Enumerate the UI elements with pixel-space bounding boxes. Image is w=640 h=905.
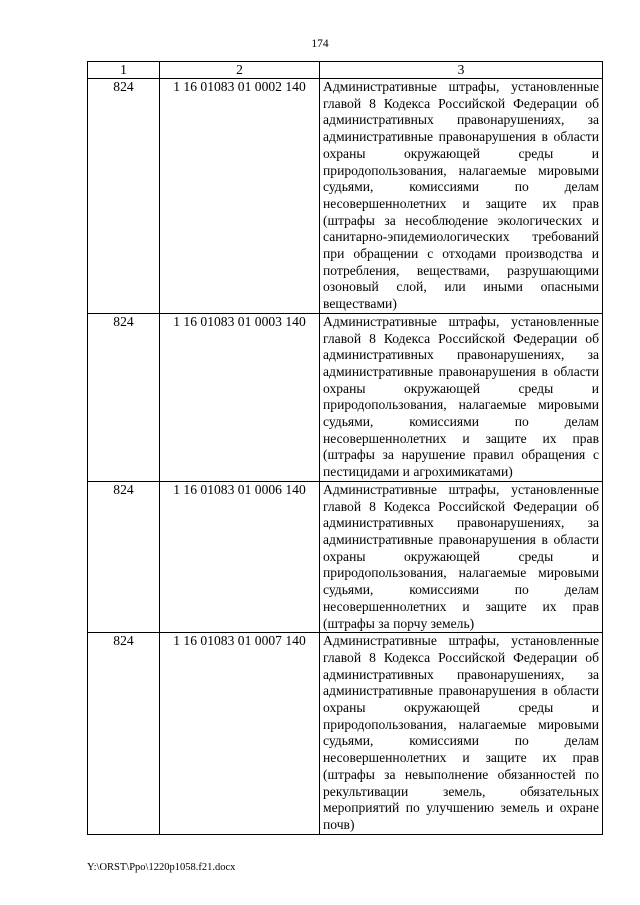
description-cell: Административные штрафы, установленные главой 8 Кодекса Российской Федерации об административных правонарушениях, за административные правонарушения в области охраны окружающей среды и природопользования, налагаемые мировыми судьями, комиссиями по делам несовершеннолетних и защите их прав (штрафы за нарушение правил обращения с пестицидами и агрохимикатами): [320, 313, 603, 481]
table-row: [88, 79, 603, 314]
table-row: [88, 313, 603, 481]
footer-file-path: Y:\ORST\Ppo\1220p1058.f21.docx: [87, 862, 236, 873]
header-col-1: 1: [88, 62, 160, 79]
header-col-2: 2: [160, 62, 320, 79]
description-cell: Административные штрафы, установленные главой 8 Кодекса Российской Федерации об административных правонарушениях, за административные правонарушения в области охраны окружающей среды и природопользования, налагаемые мировыми судьями, комиссиями по делам несовершеннолетних и защите их прав (штрафы за невыполнение обязанностей по рекультивации земель, обязательных мероприятий по улучшению земель и охране почв): [320, 633, 603, 834]
description-cell: Административные штрафы, установленные главой 8 Кодекса Российской Федерации об административных правонарушениях, за административные правонарушения в области охраны окружающей среды и природопользования, налагаемые мировыми судьями, комиссиями по делам несовершеннолетних и защите их прав (штрафы за несоблюдение экологических и санитарно-эпидемиологических требований при обращении с отходами производства и потребления, веществами, разрушающими озоновый слой, или иными опасными веществами): [320, 79, 603, 314]
description-cell: Административные штрафы, установленные главой 8 Кодекса Российской Федерации об административных правонарушениях, за административные правонарушения в области охраны окружающей среды и природопользования, налагаемые мировыми судьями, комиссиями по делам несовершеннолетних и защите их прав (штрафы за порчу земель): [320, 481, 603, 632]
admin-code-cell: 824: [88, 481, 160, 632]
page-number: 174: [311, 38, 329, 50]
admin-code-cell: 824: [88, 313, 160, 481]
kbk-code-cell: 1 16 01083 01 0007 140: [160, 633, 320, 834]
kbk-code-cell: 1 16 01083 01 0006 140: [160, 481, 320, 632]
budget-classification-table: [87, 61, 603, 835]
header-col-3: 3: [320, 62, 603, 79]
table-header-row: [88, 62, 603, 79]
table-row: [88, 481, 603, 632]
kbk-code-cell: 1 16 01083 01 0003 140: [160, 313, 320, 481]
admin-code-cell: 824: [88, 633, 160, 834]
table-row: [88, 633, 603, 834]
admin-code-cell: 824: [88, 79, 160, 314]
kbk-code-cell: 1 16 01083 01 0002 140: [160, 79, 320, 314]
